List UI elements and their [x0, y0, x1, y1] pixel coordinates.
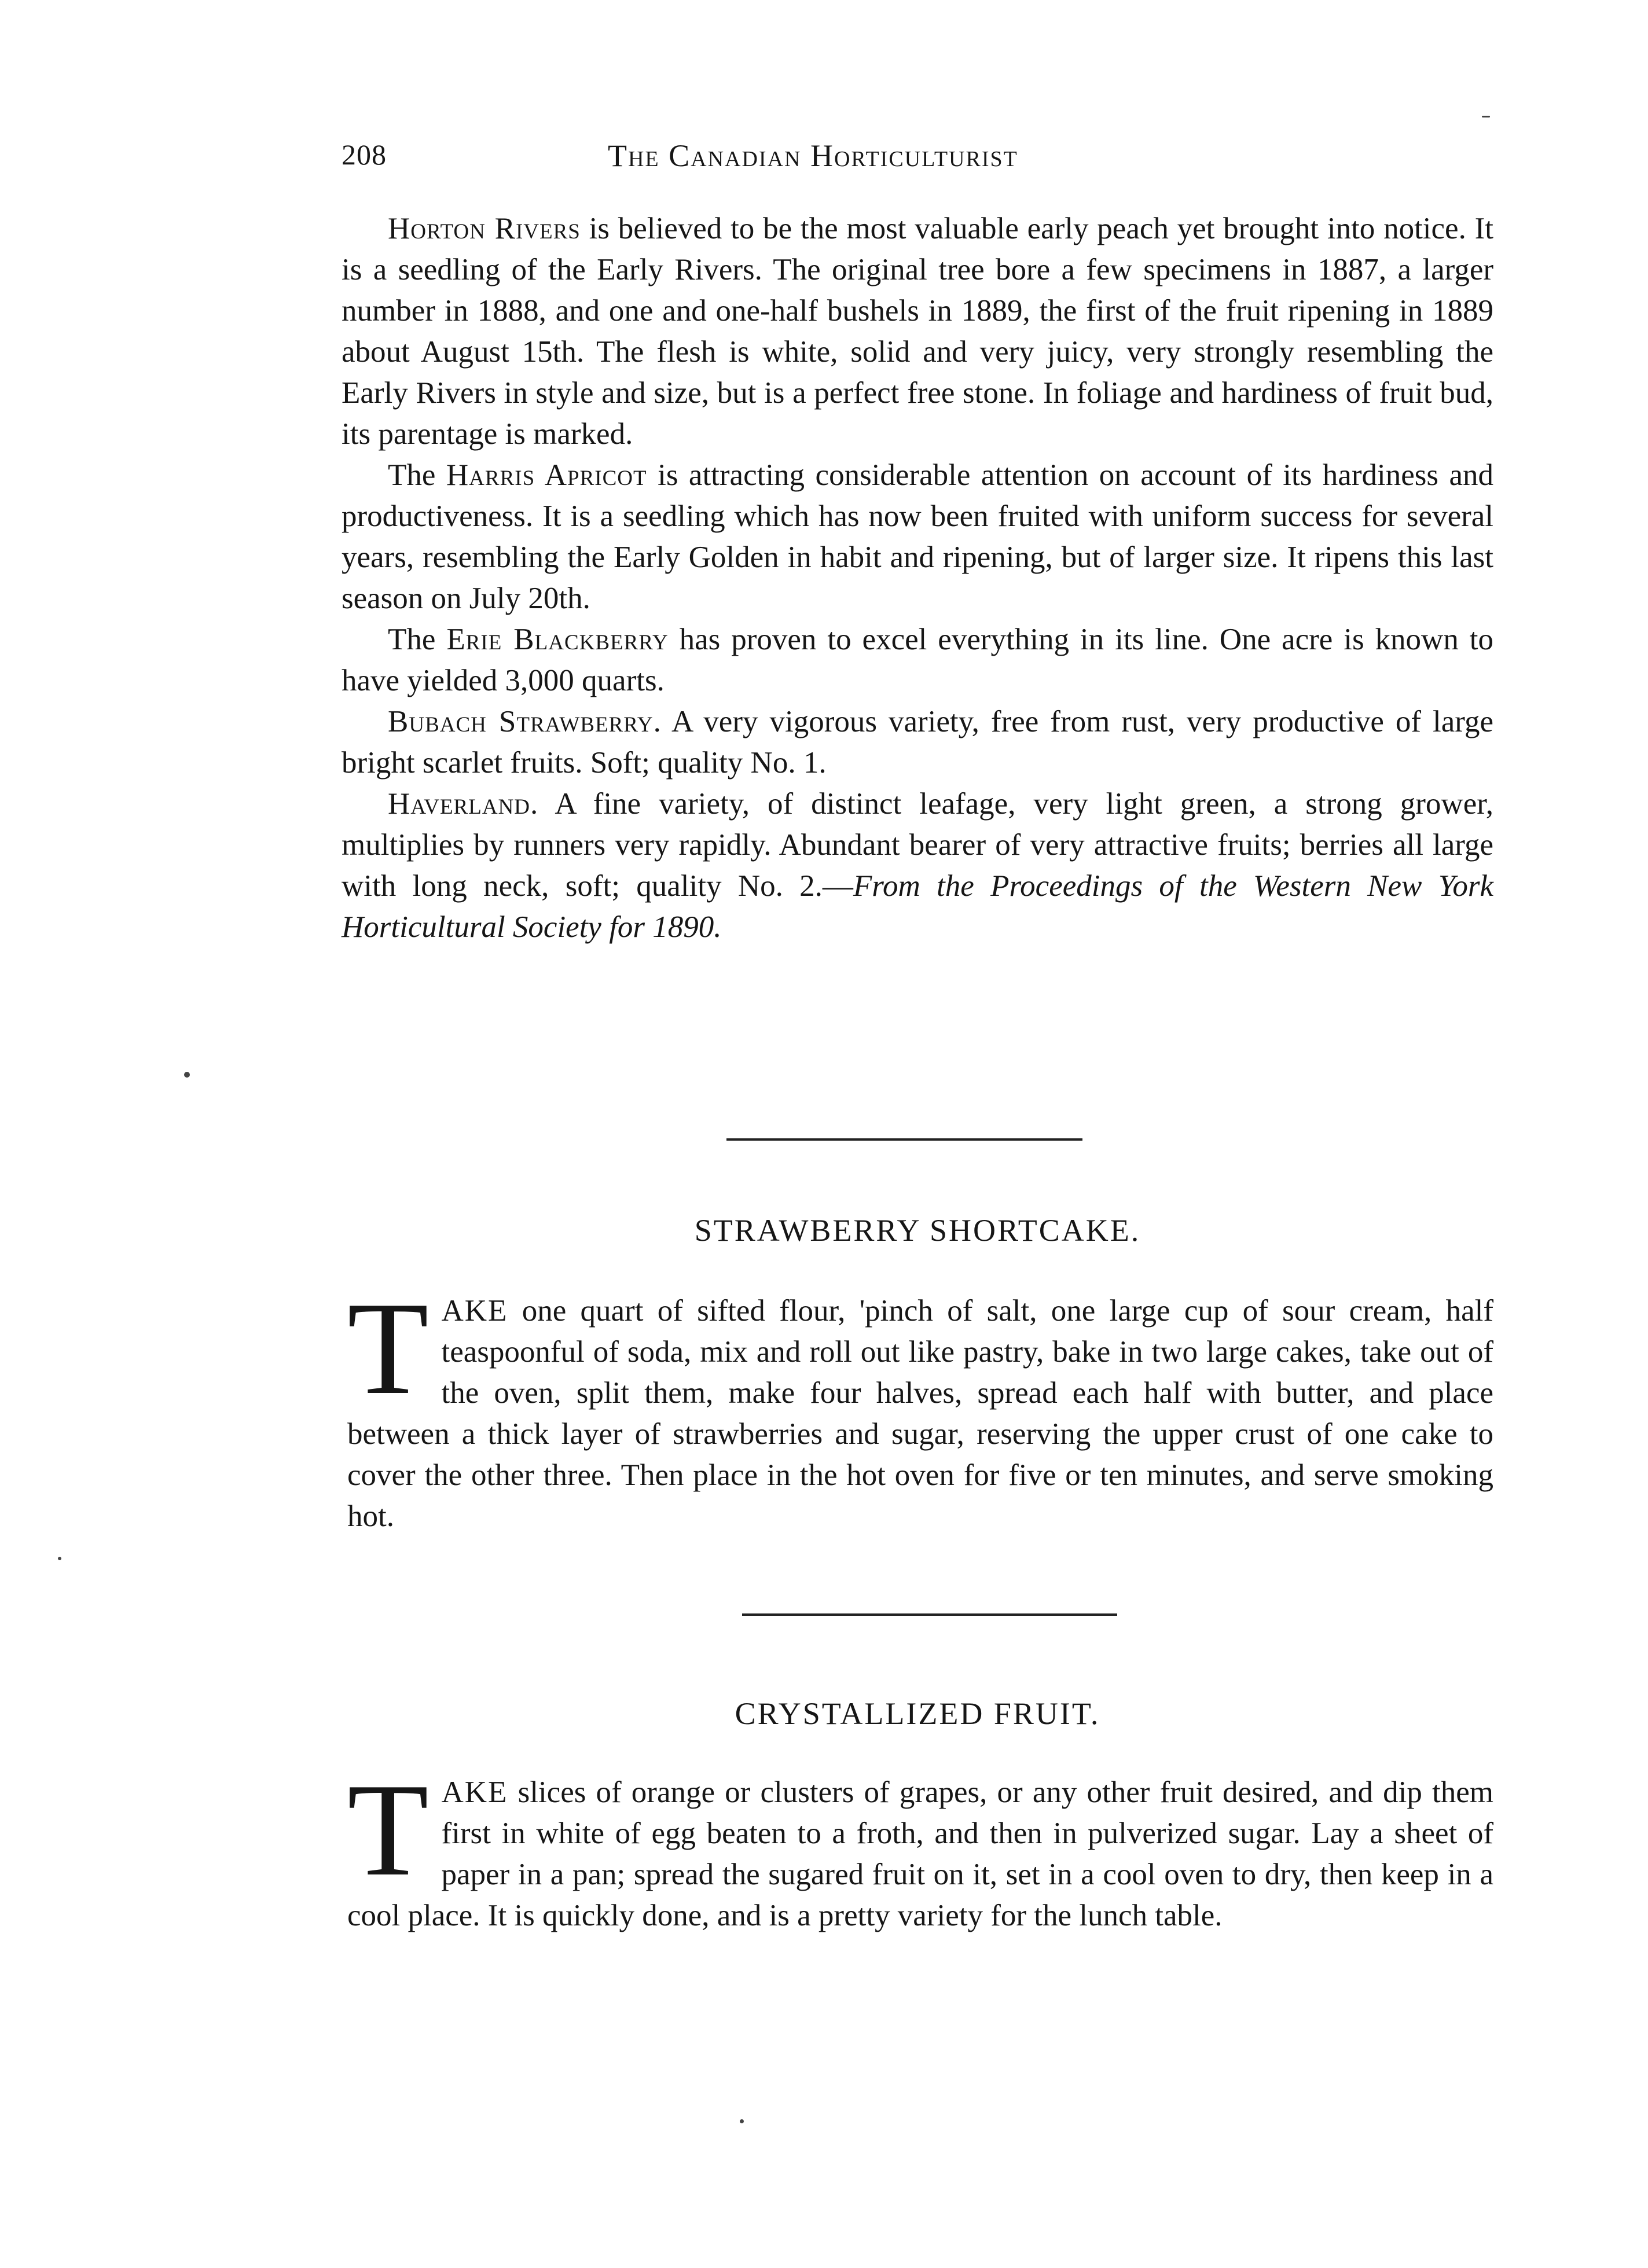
- paragraph-bubach-strawberry: [342, 701, 1493, 784]
- paragraph-text: A very vigorous variety, free from rust, very productive of large bright scarlet fruits. Soft; quality No. 1.: [342, 705, 1493, 780]
- journal-title: The Canadian Horticulturist: [608, 138, 1018, 173]
- variety-name: Haverland.: [388, 787, 539, 821]
- variety-name: Bubach Strawberry.: [388, 705, 662, 738]
- scan-speck: [184, 1072, 190, 1078]
- variety-name: Horton Rivers: [388, 212, 581, 245]
- paragraph-text: has proven to excel everything in its line. One acre is known to have yielded 3,000 quarts.: [342, 623, 1493, 697]
- section-heading-crystallized: CRYSTALLIZED FRUIT.: [735, 1696, 1100, 1731]
- source-citation: From the Proceedings of the Western New York Horticultural Society for 1890.: [342, 869, 1493, 944]
- paragraph-lead: The: [388, 623, 447, 656]
- paragraph-horton-rivers: [342, 208, 1493, 455]
- variety-name: Harris Apricot: [446, 458, 647, 492]
- paragraph-text: is attracting considerable attention on account of its hardiness and productiveness. It is a seedling which has now been fruited with uniform success for several years, resembling the Early Golden in habit and ripening, but of larger size. It ripens this last season on July 20th.: [342, 458, 1494, 615]
- article-body: [342, 208, 1493, 948]
- paragraph-text: is believed to be the most valuable early peach yet brought into notice. It is a seedling of the Early Rivers. The original tree bore a few specimens in 1887, a larger number in 1888, and one and one-half bushels in 1889, the first of the fruit ripening in 1889 about August 15th. The flesh is white, solid and very juicy, very strongly resembling the Early Rivers in style and size, but is a perfect free stone. In foliage and hardiness of fruit bud, its parentage is marked.: [342, 212, 1493, 451]
- scan-speck: [1482, 116, 1490, 117]
- section-divider: [726, 1138, 1082, 1141]
- recipe-text: one quart of sifted flour, 'pinch of salt, one large cup of sour cream, half teaspoonful of soda, mix and roll out like pastry, bake in two large cakes, take out of the oven, split them, make four halves, spread each half with butter, and place between a thick layer of strawberries and sugar, reserving the upper crust of one cake to cover the other three. Then place in the hot oven for five or ten minutes, and serve smoking hot.: [347, 1294, 1493, 1533]
- paragraph-haverland: [342, 784, 1493, 948]
- recipe-lead-word: AKE: [441, 1776, 508, 1809]
- drop-cap: T: [347, 1756, 429, 1903]
- page-number: 208: [342, 138, 387, 171]
- paragraph-text: A fine variety, of distinct leafage, very light green, a strong grower, multiplies by runners very rapidly. Abundant bearer of very attractive fruits; berries all large with long neck, soft; quality No. 2.—: [342, 787, 1493, 903]
- scan-speck: [740, 2119, 744, 2123]
- running-head: [342, 138, 1192, 184]
- variety-name: Erie Blackberry: [446, 623, 669, 656]
- drop-cap: T: [347, 1274, 429, 1422]
- recipe-crystallized: [347, 1756, 1493, 1936]
- recipe-shortcake: [347, 1274, 1493, 1537]
- paragraph-harris-apricot: [342, 455, 1493, 619]
- recipe-text: slices of orange or clusters of grapes, or any other fruit desired, and dip them first in white of egg beaten to a froth, and then in pulverized sugar. Lay a sheet of paper in a pan; spread the sugared fruit on it, set in a cool oven to dry, then keep in a cool place. It is quickly done, and is a pretty variety for the lunch table.: [347, 1776, 1493, 1932]
- paragraph-lead: The: [388, 458, 446, 492]
- recipe-lead-word: AKE: [441, 1294, 508, 1328]
- paragraph-erie-blackberry: [342, 619, 1493, 701]
- scan-speck: [58, 1557, 61, 1560]
- section-divider: [742, 1613, 1117, 1616]
- section-heading-shortcake: STRAWBERRY SHORTCAKE.: [694, 1213, 1141, 1248]
